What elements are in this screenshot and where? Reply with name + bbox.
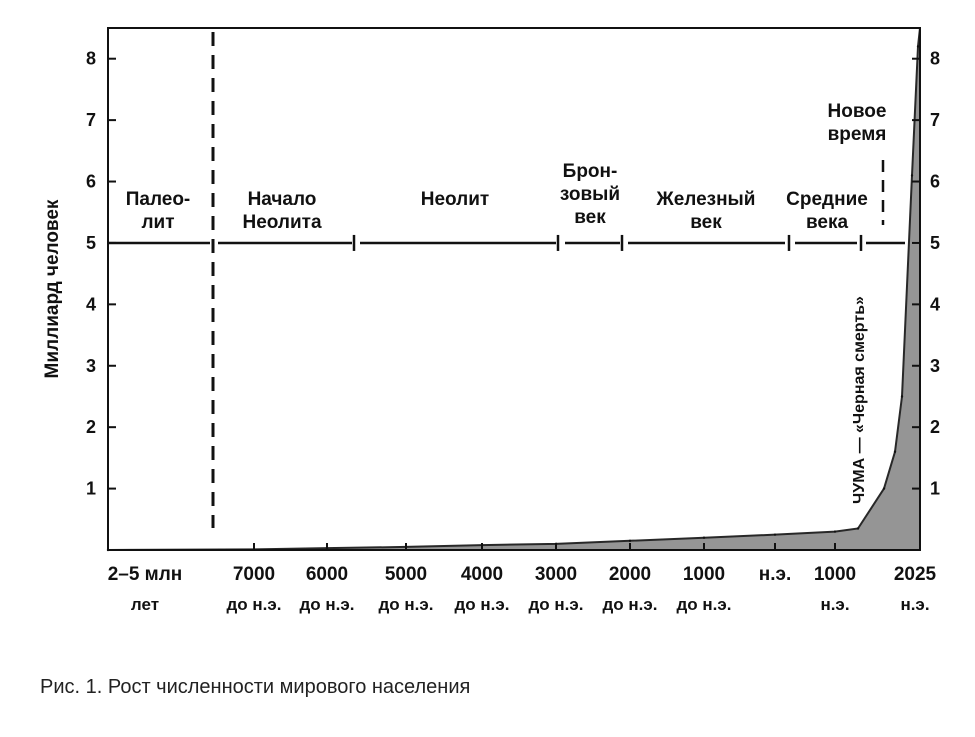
period-label: лит — [141, 212, 175, 233]
y-tick-label-left: 7 — [85, 110, 96, 131]
y-tick-label-left: 8 — [85, 48, 96, 69]
x-tick-label-sub: н.э. — [900, 595, 930, 614]
y-tick-label-right: 4 — [930, 294, 941, 315]
x-tick-label-sub: до н.э. — [454, 595, 510, 614]
x-tick-label: н.э. — [758, 564, 792, 585]
period-label: время — [827, 124, 887, 145]
y-tick-label-left: 6 — [85, 171, 96, 192]
y-tick-label-right: 1 — [930, 478, 941, 499]
plot-frame — [108, 28, 920, 550]
x-tick-label-sub: лет — [130, 595, 160, 614]
data-point — [917, 45, 919, 47]
x-tick-label: 6000 — [305, 564, 349, 585]
y-tick-label-right: 8 — [930, 48, 941, 69]
x-tick-label: 2000 — [608, 564, 652, 585]
data-point — [834, 530, 836, 532]
x-tick-label: 4000 — [460, 564, 504, 585]
data-point — [774, 533, 776, 535]
y-axis-label: Миллиард человек — [42, 199, 63, 379]
y-tick-label-right: 7 — [930, 110, 941, 131]
data-point — [894, 451, 896, 453]
x-tick-label-sub: до н.э. — [676, 595, 732, 614]
figure-caption: Рис. 1. Рост численности мирового населения — [40, 676, 471, 698]
y-tick-label-left: 4 — [85, 294, 96, 315]
data-point — [857, 527, 859, 529]
x-tick-label-sub: до н.э. — [528, 595, 584, 614]
period-label: Новое — [827, 101, 887, 122]
period-label: Брон- — [562, 161, 618, 182]
x-tick-label: 3000 — [534, 564, 578, 585]
y-tick-label-left: 1 — [85, 478, 96, 499]
period-label: Палео- — [125, 189, 191, 210]
data-point — [901, 395, 903, 397]
x-tick-label-sub: до н.э. — [299, 595, 355, 614]
x-tick-label-sub: до н.э. — [378, 595, 434, 614]
period-label: Начало — [247, 189, 317, 210]
x-tick-label: 2–5 млн — [107, 564, 183, 585]
period-label: Неолита — [242, 212, 322, 233]
x-tick-label-sub: н.э. — [820, 595, 850, 614]
data-point — [629, 540, 631, 542]
data-point — [883, 487, 885, 489]
period-label: Железный — [656, 189, 756, 210]
y-tick-label-right: 6 — [930, 171, 941, 192]
x-tick-layer — [108, 543, 937, 614]
period-label: век — [690, 212, 722, 233]
population-area — [108, 28, 920, 550]
period-label: Средние — [786, 189, 868, 210]
y-tick-label-left: 3 — [85, 355, 96, 376]
period-label: век — [574, 207, 606, 228]
x-tick-label: 1000 — [682, 564, 726, 585]
x-tick-label: 7000 — [232, 564, 276, 585]
period-label: зовый — [559, 184, 621, 205]
data-point — [107, 549, 109, 551]
y-tick-label-right: 3 — [930, 355, 941, 376]
plague-annotation: ЧУМА — «Черная смерть» — [851, 296, 868, 504]
period-layer — [108, 32, 905, 528]
data-point — [911, 174, 913, 176]
y-tick-label-left: 5 — [85, 232, 96, 253]
x-tick-label: 5000 — [384, 564, 428, 585]
x-tick-label-sub: до н.э. — [226, 595, 282, 614]
y-tick-label-left: 2 — [85, 417, 96, 438]
period-label: Неолит — [420, 189, 490, 210]
x-tick-label-sub: до н.э. — [602, 595, 658, 614]
y-tick-label-right: 5 — [930, 232, 941, 253]
area-layer — [107, 28, 920, 551]
x-tick-label: 1000 — [813, 564, 857, 585]
y-tick-label-right: 2 — [930, 417, 941, 438]
data-point — [703, 537, 705, 539]
period-label: века — [805, 212, 849, 233]
x-tick-label: 2025 — [893, 564, 937, 585]
